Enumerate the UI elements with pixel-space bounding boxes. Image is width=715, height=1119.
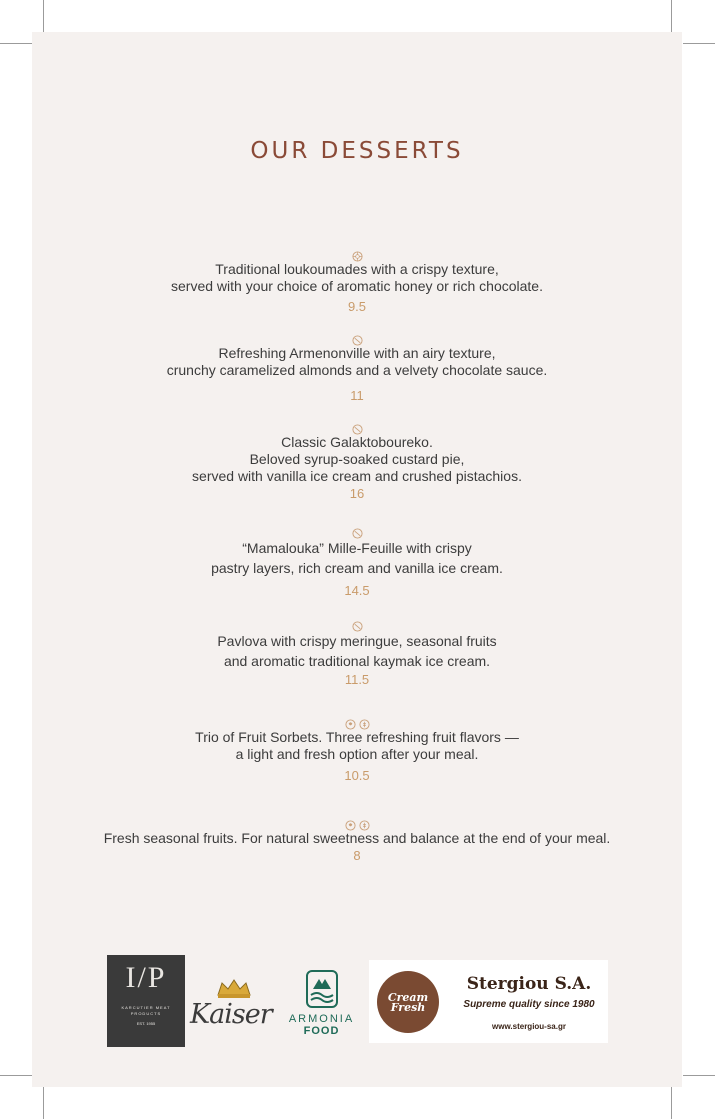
menu-item <box>32 818 682 863</box>
nut-icon <box>352 619 363 630</box>
allergen-icons <box>32 249 682 261</box>
menu-item <box>32 619 682 687</box>
description-line: Pavlova with crispy meringue, seasonal fruits <box>217 633 497 649</box>
allergen-icons <box>32 818 682 830</box>
nut-icon <box>352 422 363 433</box>
crop-mark <box>0 43 32 44</box>
item-price: 16 <box>349 486 365 501</box>
cream-fresh-wordmark: Cream Fresh <box>387 991 429 1014</box>
menu-item <box>32 526 682 598</box>
description-line: Trio of Fruit Sorbets. Three refreshing fruit flavors — <box>195 729 519 745</box>
menu-page <box>32 32 682 1087</box>
crown-icon <box>214 977 254 999</box>
crop-mark <box>683 1075 715 1076</box>
description-line: Beloved syrup-soaked custard pie, <box>249 451 465 467</box>
menu-item <box>32 333 682 403</box>
crop-mark <box>671 1087 672 1119</box>
item-description <box>32 631 682 671</box>
nut-icon <box>352 526 363 537</box>
stergiou-name: Stergiou S.A. <box>466 974 592 994</box>
item-price: 11.5 <box>344 672 370 687</box>
stergiou-tagline: Supreme quality since 1980 <box>463 999 595 1010</box>
description-line: served with your choice of aromatic honey or rich chocolate. <box>171 278 543 294</box>
item-price: 14.5 <box>344 583 370 598</box>
item-description <box>32 538 682 578</box>
description-line: and aromatic traditional kaymak ice cream. <box>223 653 491 669</box>
allergen-icons <box>32 333 682 345</box>
allergen-icons <box>32 422 682 434</box>
vegan-icon <box>345 717 356 728</box>
ip-logo <box>107 955 185 1047</box>
menu-item <box>32 717 682 783</box>
stergiou-website: www.stergiou-sa.gr <box>492 1022 566 1031</box>
crop-mark <box>43 1087 44 1119</box>
stergiou-logo <box>369 960 608 1043</box>
kaiser-logo <box>190 977 280 1033</box>
description-line: pastry layers, rich cream and vanilla ice cream. <box>211 560 503 576</box>
description-line: Traditional loukoumades with a crispy texture, <box>215 261 499 277</box>
description-line: Fresh seasonal fruits. For natural sweetness and balance at the end of your meal. <box>103 830 611 846</box>
item-description <box>32 434 682 485</box>
description-line: “Mamalouka” Mille-Feuille with crispy <box>242 540 472 556</box>
description-line: Classic Galaktoboureko. <box>281 434 433 450</box>
description-line: Refreshing Armenonville with an airy texture, <box>218 345 496 361</box>
armonia-wordmark: ARMONIA <box>288 1013 355 1025</box>
description-line: served with vanilla ice cream and crushed pistachios. <box>192 468 522 484</box>
ip-logo-subtitle: KARCUTIER MEAT PRODUCTS <box>121 1005 171 1016</box>
menu-item <box>32 249 682 314</box>
ip-logo-est: EST. 1955 <box>136 1021 156 1026</box>
kaiser-wordmark: Kaiser <box>190 999 272 1030</box>
armonia-food: FOOD <box>303 1025 340 1037</box>
description-line: crunchy caramelized almonds and a velvety chocolate sauce. <box>166 362 548 378</box>
ip-logo-mark: I/P <box>125 961 167 994</box>
gluten-free-icon <box>359 717 370 728</box>
vegan-icon <box>345 818 356 829</box>
page-title: OUR DESSERTS <box>250 138 464 164</box>
item-description <box>32 729 682 763</box>
allergen-icons <box>32 526 682 538</box>
armonia-logo <box>279 969 364 1041</box>
crop-mark <box>671 0 672 32</box>
menu-item <box>32 422 682 501</box>
allergen-icons <box>32 717 682 729</box>
honey-icon <box>352 249 363 260</box>
cream-fresh-badge <box>377 971 439 1033</box>
nut-icon <box>352 333 363 344</box>
item-price: 9.5 <box>347 299 367 314</box>
item-price: 8 <box>353 848 361 863</box>
crop-mark <box>683 43 715 44</box>
crop-mark <box>43 0 44 32</box>
crop-mark <box>0 1075 32 1076</box>
gluten-free-icon <box>359 818 370 829</box>
item-description <box>32 261 682 295</box>
item-description <box>32 830 682 847</box>
item-price: 10.5 <box>344 768 370 783</box>
sponsor-logos <box>107 955 612 1048</box>
description-line: a light and fresh option after your meal. <box>235 746 479 762</box>
armonia-mark-icon <box>305 969 339 1009</box>
allergen-icons <box>32 619 682 631</box>
item-price: 11 <box>350 388 364 403</box>
item-description <box>32 345 682 379</box>
